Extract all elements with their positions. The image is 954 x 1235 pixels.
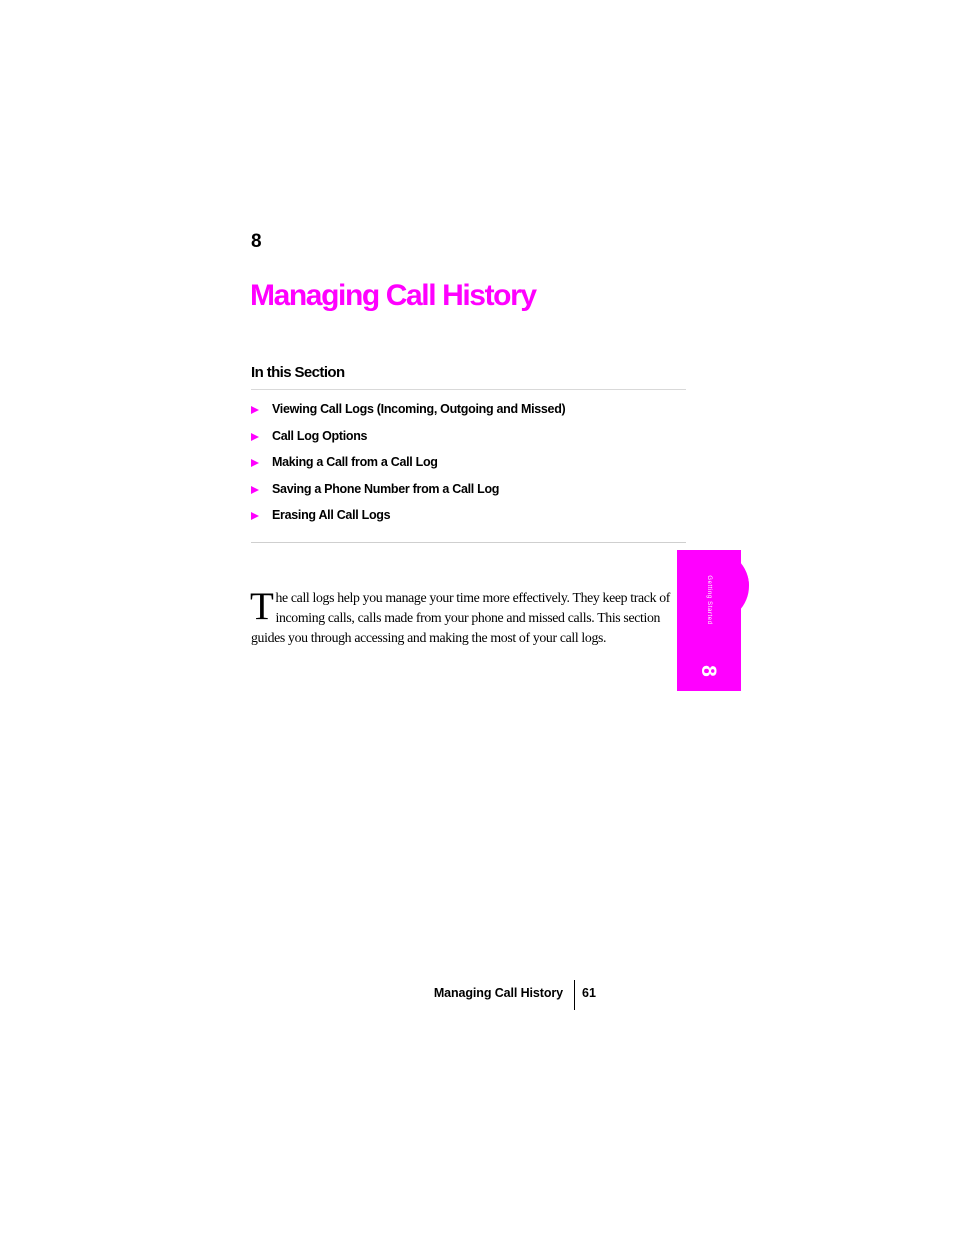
list-item[interactable] xyxy=(251,400,565,427)
list-item-label: Making a Call from a Call Log xyxy=(272,455,438,469)
intro-text: he call logs help you manage your time more effectively. They keep track of incoming calls, calls made from your phone and missed calls. This section guides you through accessing and making the most of your call logs. xyxy=(251,590,671,645)
page-title: Managing Call History xyxy=(250,279,536,312)
list-item-label: Call Log Options xyxy=(272,428,368,443)
triangle-bullet-icon xyxy=(251,486,259,494)
triangle-bullet-icon xyxy=(251,433,259,441)
footer-divider xyxy=(574,980,575,1010)
section-list xyxy=(251,400,565,533)
footer-title: Managing Call History xyxy=(433,986,563,1000)
divider-top xyxy=(251,389,686,390)
list-item[interactable] xyxy=(251,506,565,533)
list-item-label: Viewing Call Logs (Incoming, Outgoing and Missed) xyxy=(272,402,566,416)
list-item-label: Saving a Phone Number from a Call Log xyxy=(272,481,500,496)
triangle-bullet-icon xyxy=(251,406,259,414)
page-number: 61 xyxy=(582,986,596,1000)
intro-paragraph xyxy=(250,585,671,648)
list-item[interactable] xyxy=(251,480,565,507)
list-item-label: Erasing All Call Logs xyxy=(272,508,391,522)
drop-cap: T xyxy=(250,585,274,628)
triangle-bullet-icon xyxy=(251,459,259,467)
section-heading: In this Section xyxy=(251,364,345,381)
chapter-tab-number: 8 xyxy=(697,665,720,677)
list-item[interactable] xyxy=(251,427,565,454)
list-item[interactable] xyxy=(251,453,565,480)
triangle-bullet-icon xyxy=(251,512,259,520)
chapter-number: 8 xyxy=(251,231,262,252)
divider-bottom xyxy=(251,542,686,543)
chapter-tab-label: Getting Started xyxy=(706,575,712,625)
